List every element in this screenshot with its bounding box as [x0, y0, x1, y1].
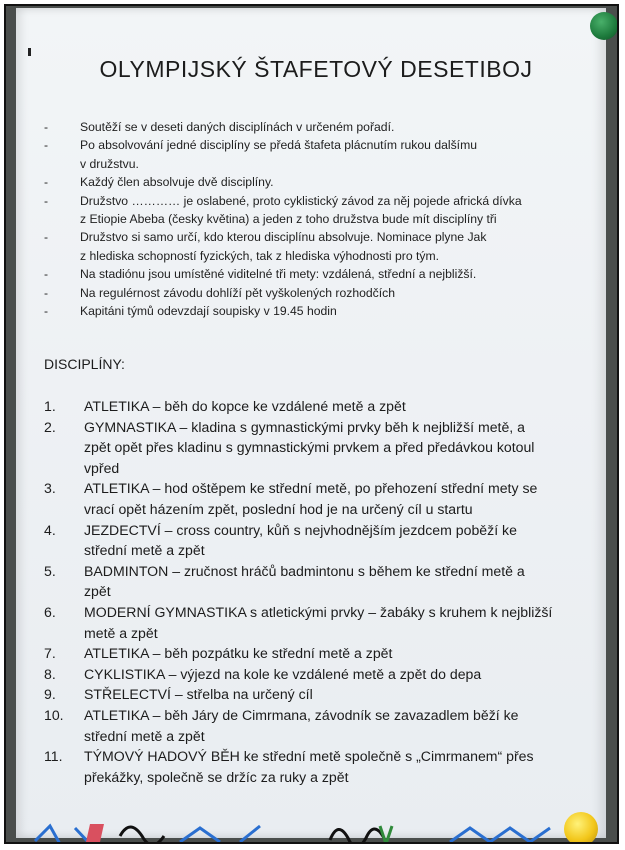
discipline-text [84, 561, 599, 602]
intro-item [44, 210, 604, 228]
discipline-text [84, 396, 599, 417]
discipline-text [84, 520, 599, 561]
discipline-line: ATLETIKA – běh Járy de Cimrmana, závodník se zavazadlem běží ke [84, 706, 519, 723]
intro-item [44, 228, 604, 246]
bullet-dash: - [44, 138, 49, 153]
discipline-item [44, 684, 599, 705]
discipline-number: 2. [44, 418, 56, 435]
discipline-item [44, 746, 599, 787]
discipline-number: 6. [44, 603, 56, 620]
drawing-scribble [30, 816, 590, 844]
discipline-number: 11. [44, 748, 63, 765]
intro-item [44, 284, 604, 302]
bullet-dash: - [44, 175, 49, 190]
bullet-dash [44, 247, 80, 265]
intro-list [44, 118, 604, 320]
bullet-dash: - [44, 304, 49, 319]
push-pin-icon [590, 12, 618, 40]
disciplines-list [44, 396, 599, 787]
discipline-line: CYKLISTIKA – výjezd na kole ke vzdálené metě a zpět do depa [84, 665, 482, 682]
intro-item [44, 247, 604, 265]
discipline-line: vpřed [84, 459, 120, 476]
discipline-text [84, 746, 599, 787]
bullet-dash: - [44, 193, 49, 208]
bullet-dash [44, 210, 80, 228]
intro-item [44, 173, 604, 191]
intro-item-text: Na stadiónu jsou umístěné viditelné tři mety: vzdálená, střední a nejbližší. [80, 267, 477, 282]
discipline-item [44, 396, 599, 417]
photo-frame [4, 4, 619, 844]
discipline-line: ATLETIKA – běh pozpátku ke střední metě a zpět [84, 645, 393, 662]
discipline-item [44, 478, 599, 519]
intro-item-text: Po absolvování jedné disciplíny se předá štafeta plácnutím rukou dalšímu [80, 138, 477, 153]
discipline-text [84, 602, 599, 643]
discipline-number: 4. [44, 521, 56, 538]
discipline-line: GYMNASTIKA – kladina s gymnastickými prvky běh k nejbližší metě, a [84, 418, 525, 435]
bullet-dash: - [44, 267, 49, 282]
intro-item-text: Družstvo ………… je oslabené, proto cyklistický závod za něj pojede africká dívka [80, 193, 522, 208]
discipline-line: překážky, společně se držíc za ruky a zpět [84, 768, 349, 785]
discipline-number: 10. [44, 706, 64, 723]
discipline-text [84, 643, 599, 664]
discipline-line: ATLETIKA – hod oštěpem ke střední metě, po přehození střední mety se [84, 480, 538, 497]
intro-item [44, 192, 604, 210]
intro-item-text: Na regulérnost závodu dohlíží pět vyškolených rozhodčích [80, 285, 396, 300]
discipline-text [84, 705, 599, 746]
intro-item-text: z Etiopie Abeba (česky květina) a jeden z toho družstva bude mít disciplíny tři [80, 212, 497, 227]
discipline-item [44, 643, 599, 664]
intro-item-text: Každý člen absolvuje dvě disciplíny. [80, 175, 274, 190]
intro-item [44, 118, 604, 136]
intro-item [44, 265, 604, 283]
discipline-line: ATLETIKA – běh do kopce ke vzdálené metě a zpět [84, 398, 406, 414]
discipline-item [44, 664, 599, 685]
discipline-item [44, 561, 599, 602]
discipline-line: vrací opět házením zpět, poslední hod je na určený cíl u startu [84, 500, 473, 517]
discipline-number: 3. [44, 480, 56, 497]
push-pin-icon [564, 812, 598, 844]
discipline-item [44, 705, 599, 746]
discipline-item [44, 602, 599, 643]
discipline-text [84, 684, 599, 705]
discipline-line: zpět [84, 583, 111, 600]
intro-item-text: Kapitáni týmů odevzdají soupisky v 19.45 hodin [80, 304, 337, 319]
discipline-line: MODERNÍ GYMNASTIKA s atletickými prvky – žabáky s kruhem k nejbližší [84, 603, 553, 620]
discipline-text [84, 664, 599, 685]
discipline-line: zpět opět přes kladinu s gymnastickými prvkem a před předávkou kotoul [84, 439, 535, 456]
disciplines-heading: DISCIPLÍNY: [44, 356, 125, 372]
intro-item-text: v družstvu. [80, 156, 139, 171]
discipline-number: 5. [44, 562, 56, 579]
discipline-number: 1. [44, 398, 56, 414]
bullet-dash: - [44, 120, 49, 134]
discipline-line: STŘELECTVÍ – střelba na určený cíl [84, 686, 313, 703]
bullet-dash: - [44, 230, 49, 245]
intro-item [44, 136, 604, 154]
discipline-line: JEZDECTVÍ – cross country, kůň s nejvhodnějším jezdcem poběží ke [84, 521, 517, 538]
discipline-number: 9. [44, 686, 56, 703]
page-title: OLYMPIJSKÝ ŠTAFETOVÝ DESETIBOJ [99, 56, 533, 82]
bullet-dash [44, 155, 80, 173]
discipline-text [84, 478, 599, 519]
discipline-line: TÝMOVÝ HADOVÝ BĚH ke střední metě společně s „Cimrmanem“ přes [84, 748, 534, 765]
discipline-item [44, 520, 599, 561]
notice-paper [16, 8, 606, 838]
discipline-line: BADMINTON – zručnost hráčů badmintonu s během ke střední metě a [84, 562, 525, 579]
intro-item-text: Družstvo si samo určí, kdo kterou disciplínu absolvuje. Nominace plyne Jak [80, 230, 487, 245]
discipline-line: střední metě a zpět [84, 542, 205, 559]
paper-mark [28, 48, 31, 56]
bullet-dash: - [44, 285, 49, 300]
discipline-line: střední metě a zpět [84, 727, 205, 744]
intro-item [44, 302, 604, 320]
discipline-line: metě a zpět [84, 624, 158, 641]
discipline-text [84, 417, 599, 479]
discipline-number: 7. [44, 645, 56, 662]
intro-item [44, 155, 604, 173]
intro-item-text: z hlediska schopností fyzických, tak z hlediska výhodnosti pro tým. [80, 248, 440, 263]
discipline-item [44, 417, 599, 479]
discipline-number: 8. [44, 665, 56, 682]
intro-item-text: Soutěží se v deseti daných disciplínách v určeném pořadí. [80, 120, 395, 134]
